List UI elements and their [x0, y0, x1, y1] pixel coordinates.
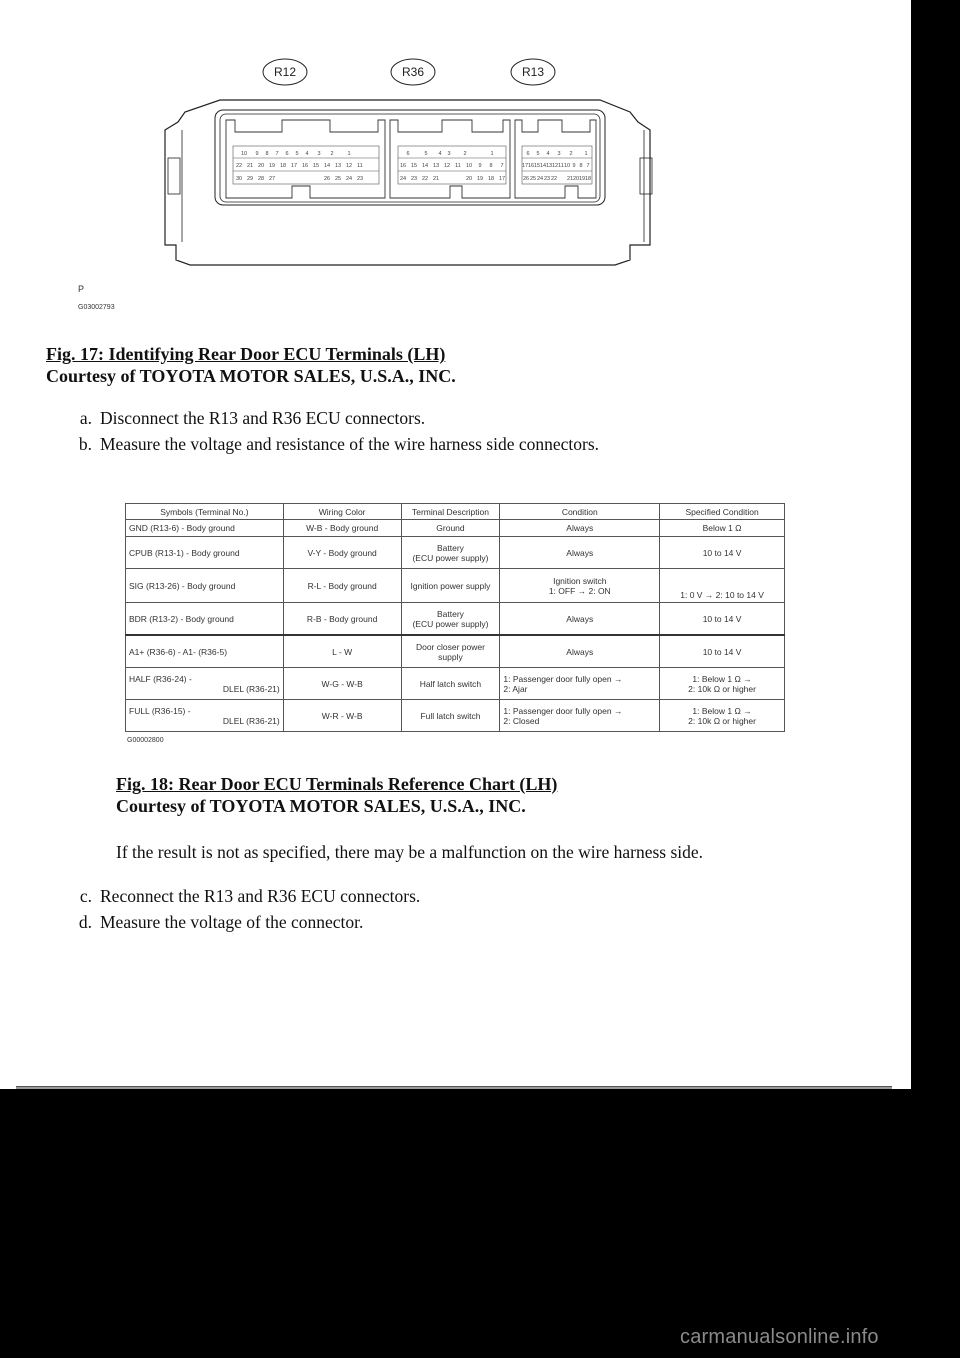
svg-text:26: 26 [323, 176, 331, 182]
svg-text:20: 20 [572, 176, 580, 182]
ecu-connector-diagram [160, 50, 760, 270]
cell-line: Ignition switch [553, 575, 607, 586]
svg-text:12: 12 [551, 163, 559, 169]
cell-condition: Always [500, 603, 660, 636]
svg-text:7: 7 [500, 163, 504, 169]
svg-text:28: 28 [257, 176, 265, 182]
cell-symbol: BDR (R13-2) - Body ground [126, 603, 284, 636]
note-paragraph: If the result is not as specified, there may be a malfunction on the wire harness side. [116, 842, 704, 862]
svg-text:22: 22 [550, 176, 558, 182]
cell-symbol: CPUB (R13-1) - Body ground [126, 537, 284, 569]
svg-text:15: 15 [410, 163, 418, 169]
svg-text:23: 23 [356, 176, 364, 182]
svg-text:7: 7 [586, 163, 590, 169]
svg-text:27: 27 [268, 176, 276, 182]
svg-text:1: 1 [347, 151, 351, 157]
cell-wiring: L - W [283, 635, 401, 668]
cell-condition: Always [500, 520, 660, 537]
cell-line: 1: OFF → 2: ON [548, 585, 611, 596]
figure-18-courtesy: Courtesy of TOYOTA MOTOR SALES, U.S.A., INC. [116, 796, 526, 816]
svg-text:13: 13 [334, 163, 342, 169]
table-row [126, 537, 785, 569]
step-c [58, 883, 420, 909]
cell-specified: 10 to 14 V [660, 603, 785, 636]
connector-label-r36: R36 [401, 65, 425, 79]
svg-text:16: 16 [399, 163, 407, 169]
svg-text:17: 17 [498, 176, 506, 182]
cell-condition [500, 700, 660, 732]
svg-text:9: 9 [478, 163, 482, 169]
cell-line: 2: Ajar [503, 683, 528, 694]
table-row [126, 603, 785, 636]
svg-text:14: 14 [539, 163, 547, 169]
cell-condition [500, 569, 660, 603]
svg-text:21: 21 [246, 163, 254, 169]
cell-symbol [126, 700, 284, 732]
svg-text:20: 20 [257, 163, 265, 169]
col-header: Terminal Description [401, 504, 500, 520]
table-row [126, 700, 785, 732]
cell-line: HALF (R36-24) - [129, 673, 192, 684]
svg-text:10: 10 [465, 163, 473, 169]
cell-description: Half latch switch [401, 668, 500, 700]
svg-text:30: 30 [235, 176, 243, 182]
svg-text:14: 14 [421, 163, 429, 169]
svg-text:26: 26 [522, 176, 530, 182]
table-figure-code: G00002800 [127, 737, 164, 744]
cell-description [401, 537, 500, 569]
svg-text:6: 6 [285, 151, 289, 157]
col-header: Symbols (Terminal No.) [126, 504, 284, 520]
svg-text:22: 22 [421, 176, 429, 182]
col-header: Wiring Color [283, 504, 401, 520]
svg-text:22: 22 [235, 163, 243, 169]
svg-text:2: 2 [330, 151, 334, 157]
cell-symbol: SIG (R13-26) - Body ground [126, 569, 284, 603]
col-header: Condition [500, 504, 660, 520]
svg-text:4: 4 [305, 151, 309, 157]
step-marker: b. [78, 434, 92, 454]
svg-text:23: 23 [543, 176, 551, 182]
svg-text:8: 8 [579, 163, 583, 169]
svg-text:18: 18 [279, 163, 287, 169]
svg-text:11: 11 [455, 163, 461, 169]
connector-label-r13: R13 [521, 65, 545, 79]
svg-text:18: 18 [584, 176, 592, 182]
cell-line: 1: Passenger door fully open → [503, 705, 623, 716]
connector-label-r12: R12 [273, 65, 297, 79]
figure-17-caption [46, 343, 456, 387]
cell-description: Full latch switch [401, 700, 500, 732]
cell-wiring: R-L - Body ground [283, 569, 401, 603]
figure-18-title: Fig. 18: Rear Door ECU Terminals Reference Chart (LH) [116, 774, 558, 794]
cell-wiring: V-Y - Body ground [283, 537, 401, 569]
svg-text:10: 10 [563, 163, 571, 169]
cell-condition: Always [500, 635, 660, 668]
svg-text:16: 16 [527, 163, 535, 169]
svg-text:17: 17 [290, 163, 298, 169]
step-a [58, 405, 599, 431]
svg-text:24: 24 [345, 176, 353, 182]
cell-line: 2: 10k Ω or higher [688, 715, 756, 726]
svg-text:15: 15 [312, 163, 320, 169]
step-text: Reconnect the R13 and R36 ECU connectors. [100, 886, 421, 906]
cell-description: Ground [401, 520, 500, 537]
figure-17-courtesy: Courtesy of TOYOTA MOTOR SALES, U.S.A., INC. [46, 366, 456, 386]
svg-text:11: 11 [357, 163, 363, 169]
svg-text:7: 7 [275, 151, 279, 157]
svg-text:4: 4 [438, 151, 442, 157]
cell-symbol [126, 668, 284, 700]
svg-text:9: 9 [255, 151, 259, 157]
svg-text:10: 10 [240, 151, 248, 157]
svg-text:19: 19 [268, 163, 276, 169]
step-marker: a. [79, 408, 92, 428]
cell-specified: Below 1 Ω [660, 520, 785, 537]
figure-code: G03002793 [78, 304, 115, 311]
svg-text:23: 23 [410, 176, 418, 182]
cell-line: Battery [437, 608, 464, 619]
watermark: carmanualsonline.info [680, 1326, 879, 1348]
cell-description [401, 635, 500, 668]
terminal-spec-table [125, 503, 785, 732]
page-bottom-rule [16, 1086, 892, 1089]
cell-condition: Always [500, 537, 660, 569]
steps-ab [58, 405, 599, 457]
svg-text:19: 19 [476, 176, 484, 182]
svg-text:8: 8 [489, 163, 493, 169]
svg-text:25: 25 [529, 176, 537, 182]
cell-symbol: GND (R13-6) - Body ground [126, 520, 284, 537]
cell-line: FULL (R36-15) - [129, 705, 191, 716]
cell-line: DLEL (R36-21) [222, 683, 280, 694]
cell-specified: 10 to 14 V [660, 635, 785, 668]
cell-line: (ECU power supply) [412, 552, 489, 563]
cell-wiring: W-B - Body ground [283, 520, 401, 537]
step-text: Measure the voltage of the connector. [100, 912, 364, 932]
svg-text:2: 2 [569, 151, 573, 157]
svg-text:3: 3 [557, 151, 561, 157]
view-marker: P [78, 284, 85, 294]
svg-text:18: 18 [487, 176, 495, 182]
cell-line: (ECU power supply) [412, 618, 489, 629]
svg-text:12: 12 [443, 163, 451, 169]
svg-text:3: 3 [447, 151, 451, 157]
svg-text:14: 14 [323, 163, 331, 169]
svg-text:6: 6 [406, 151, 410, 157]
svg-text:4: 4 [546, 151, 550, 157]
table-row [126, 635, 785, 668]
cell-wiring: W-R - W-B [283, 700, 401, 732]
svg-text:24: 24 [399, 176, 407, 182]
cell-wiring: R-B - Body ground [283, 603, 401, 636]
cell-specified [660, 700, 785, 732]
step-d [58, 909, 420, 935]
figure-17-title: Fig. 17: Identifying Rear Door ECU Terminals (LH) [46, 344, 446, 364]
step-text: Disconnect the R13 and R36 ECU connectors. [100, 408, 426, 428]
cell-specified [660, 668, 785, 700]
cell-line: supply [438, 651, 463, 662]
cell-line: 2: Closed [503, 715, 540, 726]
cell-symbol: A1+ (R36-6) - A1- (R36-5) [126, 635, 284, 668]
figure-18-caption [116, 773, 557, 817]
steps-cd [58, 883, 420, 935]
cell-line: 1: Passenger door fully open → [503, 673, 623, 684]
svg-text:13: 13 [545, 163, 553, 169]
cell-specified: 10 to 14 V [660, 537, 785, 569]
svg-text:2: 2 [463, 151, 467, 157]
svg-text:1: 1 [584, 151, 588, 157]
col-header: Specified Condition [660, 504, 785, 520]
svg-text:5: 5 [295, 151, 299, 157]
cell-line: Door closer power [415, 641, 485, 652]
table-row [126, 569, 785, 603]
svg-text:3: 3 [317, 151, 321, 157]
table-header-row [126, 504, 785, 520]
cell-line: 1: Below 1 Ω → [692, 673, 752, 684]
cell-wiring: W-G - W-B [283, 668, 401, 700]
svg-text:19: 19 [578, 176, 586, 182]
cell-line: 2: 10k Ω or higher [688, 683, 756, 694]
table-row [126, 668, 785, 700]
cell-line: 1: Below 1 Ω → [692, 705, 752, 716]
cell-condition [500, 668, 660, 700]
svg-text:1: 1 [490, 151, 494, 157]
step-marker: c. [79, 886, 92, 906]
svg-text:20: 20 [465, 176, 473, 182]
svg-text:8: 8 [265, 151, 269, 157]
svg-text:5: 5 [424, 151, 428, 157]
svg-text:6: 6 [526, 151, 530, 157]
cell-description: Ignition power supply [401, 569, 500, 603]
svg-text:12: 12 [345, 163, 353, 169]
step-b [58, 431, 599, 457]
svg-text:21: 21 [432, 176, 440, 182]
step-marker: d. [78, 912, 92, 932]
cell-specified: 1: 0 V → 2: 10 to 14 V [660, 569, 785, 603]
svg-text:24: 24 [536, 176, 544, 182]
svg-text:17: 17 [521, 163, 529, 169]
svg-text:5: 5 [536, 151, 540, 157]
svg-text:11: 11 [558, 163, 564, 169]
svg-text:29: 29 [246, 176, 254, 182]
cell-line: DLEL (R36-21) [222, 715, 280, 726]
svg-text:15: 15 [533, 163, 541, 169]
svg-text:13: 13 [432, 163, 440, 169]
cell-line: Battery [437, 542, 464, 553]
svg-text:21: 21 [566, 176, 574, 182]
cell-description [401, 603, 500, 636]
svg-text:16: 16 [301, 163, 309, 169]
table-row [126, 520, 785, 537]
svg-text:9: 9 [572, 163, 576, 169]
svg-text:25: 25 [334, 176, 342, 182]
step-text: Measure the voltage and resistance of the wire harness side connectors. [100, 434, 600, 454]
